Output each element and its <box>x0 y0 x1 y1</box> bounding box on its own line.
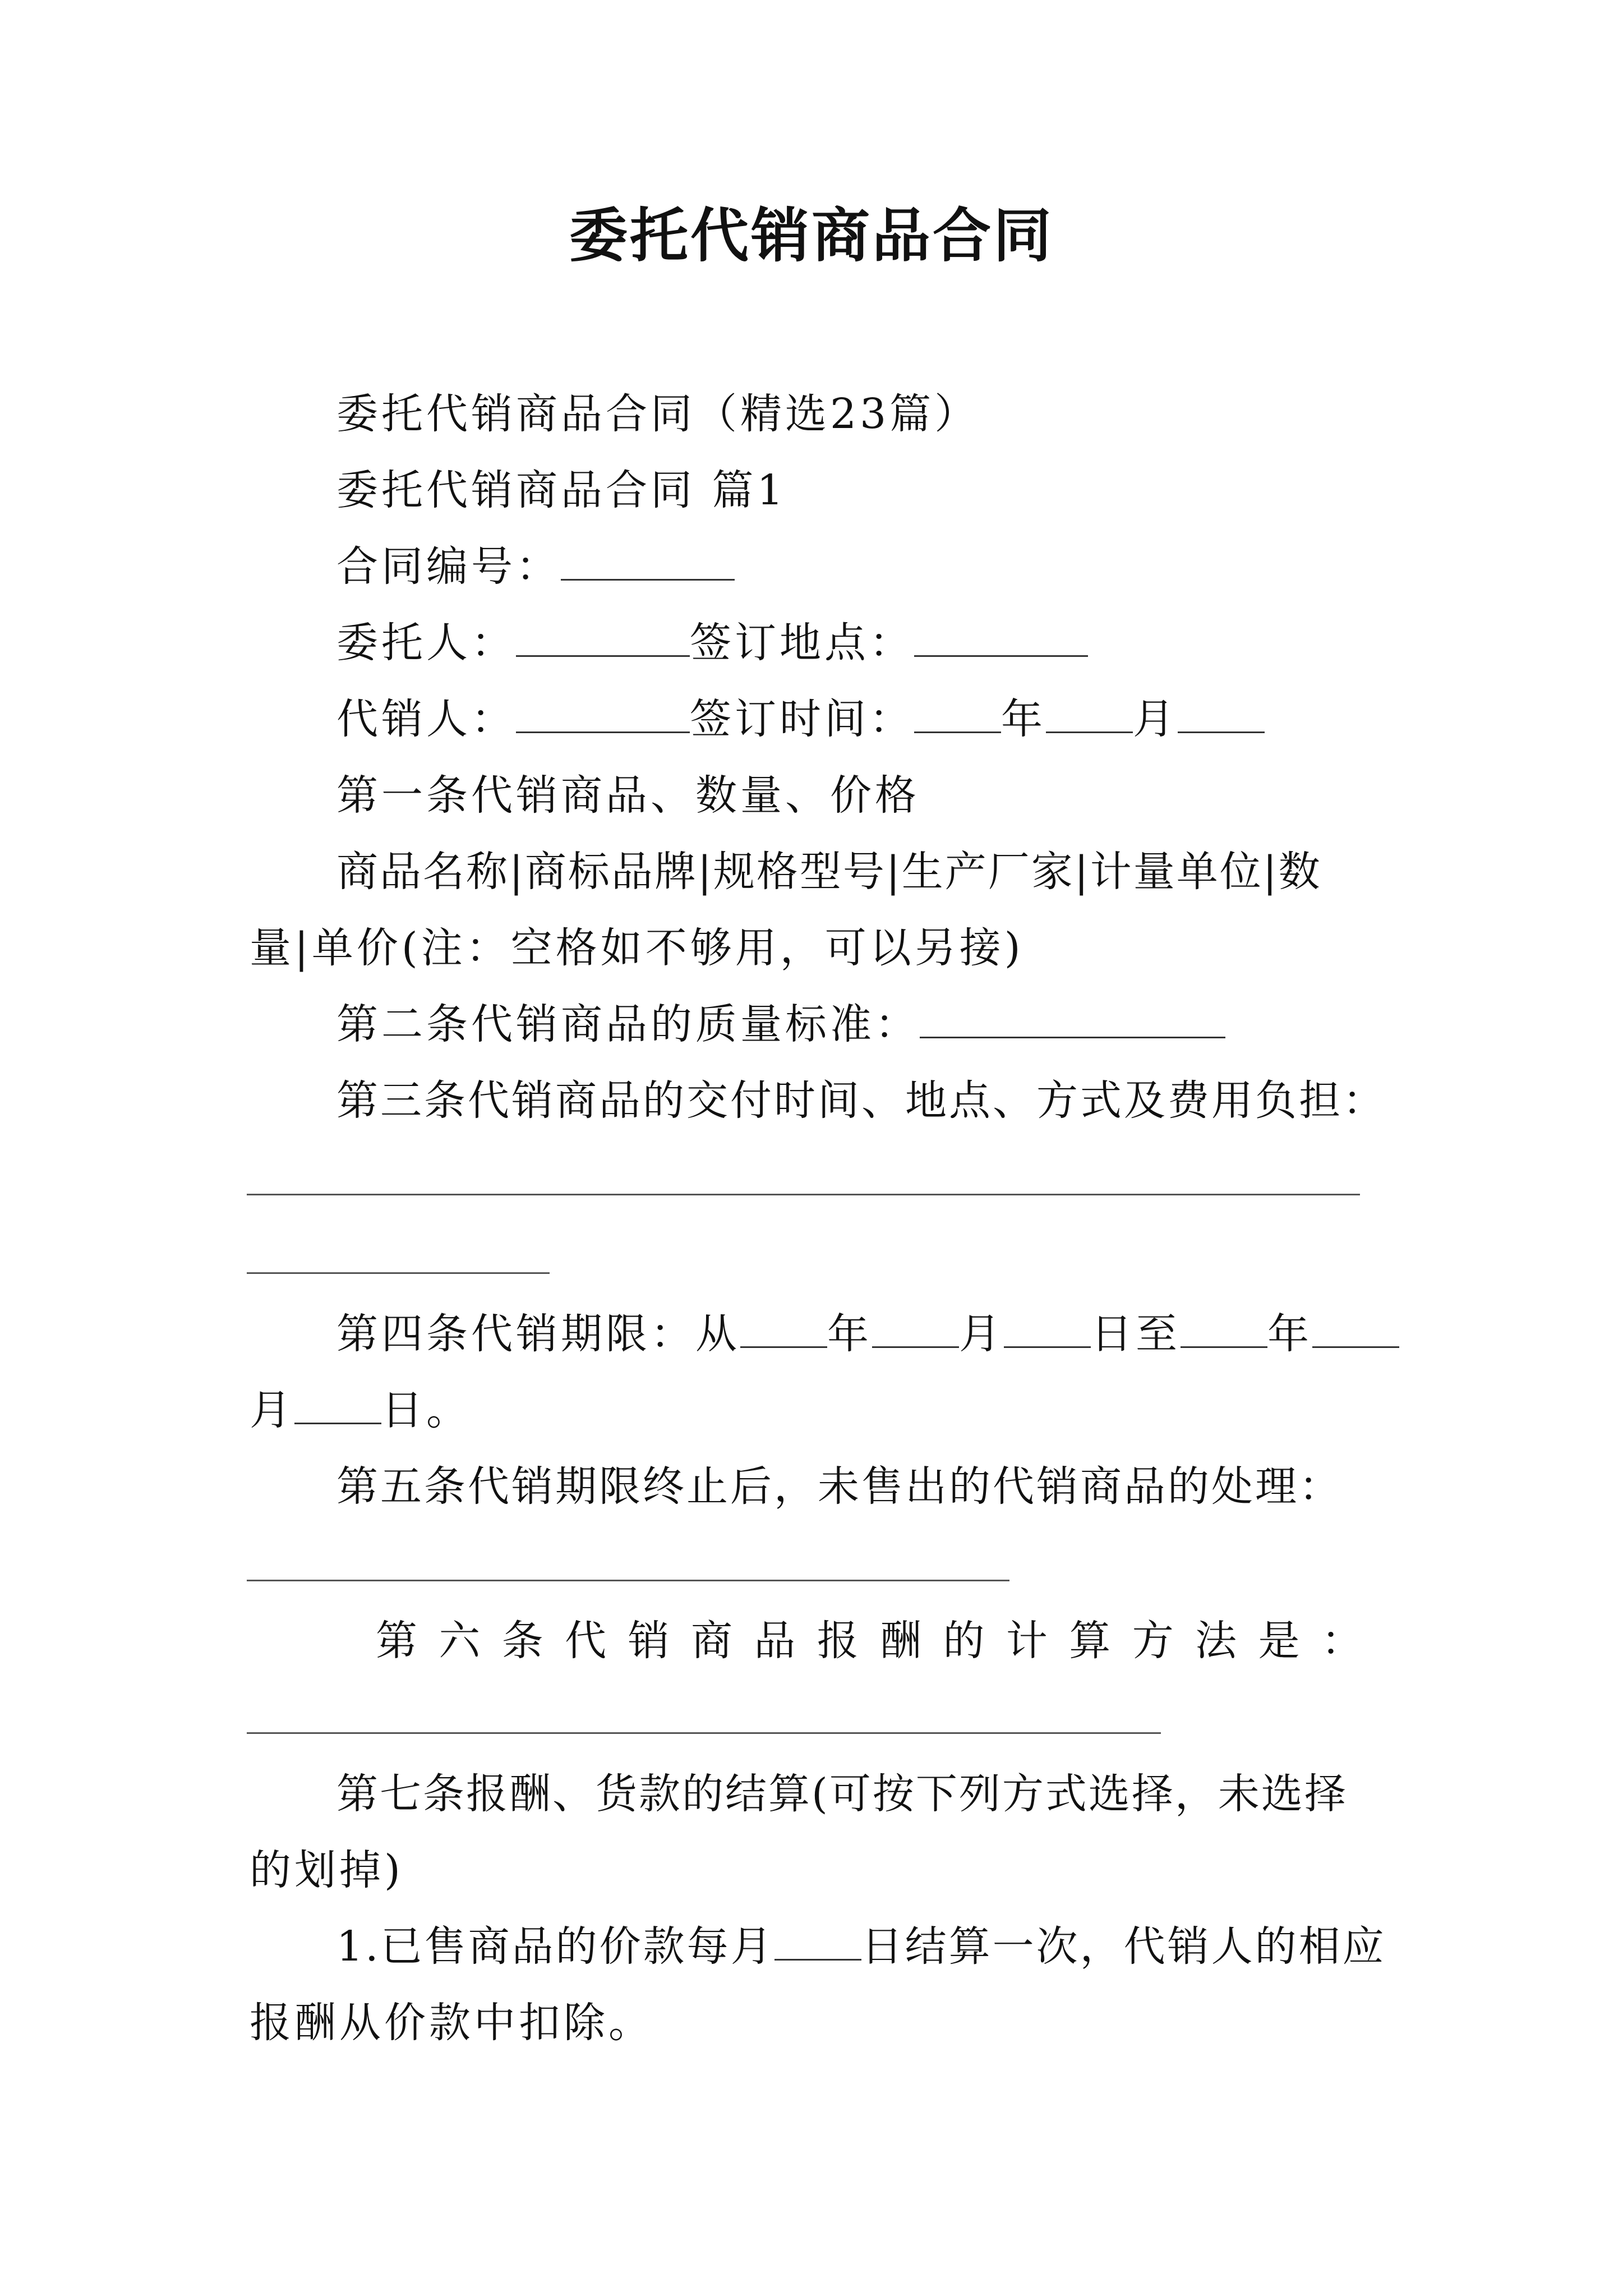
article-3-blank-2 <box>247 1272 550 1274</box>
to-year-blank <box>1181 1313 1267 1348</box>
article-6-char: 条 <box>501 1617 543 1665</box>
sign-place-blank <box>914 622 1088 657</box>
contract-number-line <box>336 539 735 595</box>
to-month-label: 月 <box>250 1386 294 1434</box>
article-7-line-2: 的划掉) <box>250 1846 404 1894</box>
item-1-line-2: 报酬从价款中扣除。 <box>250 1999 653 2047</box>
sign-time-label: 签订时间： <box>690 695 914 743</box>
article-6-char: 报 <box>817 1617 859 1665</box>
article-4-start: 第四条代销期限：从 <box>336 1310 740 1358</box>
year-label: 年 <box>1001 695 1046 743</box>
article-5: 第五条代销期限终止后，未售出的代销商品的处理： <box>336 1462 1343 1511</box>
article-2-line <box>336 996 1225 1052</box>
article-4-end: 日。 <box>381 1386 471 1434</box>
article-3-blank-1 <box>247 1194 1360 1195</box>
article-6-char: 品 <box>754 1617 796 1665</box>
item-1-rest: 日结算一次，代销人的相应 <box>861 1922 1386 1971</box>
to-month-blank <box>1312 1313 1399 1348</box>
sign-month-blank <box>1046 698 1133 733</box>
article-6-char: 销 <box>628 1617 670 1665</box>
article-6-char: 计 <box>1006 1617 1048 1665</box>
from-month-label: 月 <box>959 1310 1004 1358</box>
month-label: 月 <box>1133 695 1178 743</box>
from-year-blank <box>740 1313 827 1348</box>
article-6-char: 商 <box>690 1617 732 1665</box>
article-1: 第一条代销商品、数量、价格 <box>336 771 920 820</box>
consignor-line <box>336 615 1088 671</box>
agent-line <box>336 691 1265 747</box>
article-6-char: ： <box>1321 1617 1363 1665</box>
consignor-blank <box>516 622 690 657</box>
to-day-blank <box>294 1389 381 1424</box>
article-6-char: 方 <box>1132 1617 1174 1665</box>
quality-standard-blank <box>920 1003 1225 1038</box>
sign-place-label: 签订地点： <box>690 619 914 667</box>
subtitle: 委托代销商品合同（精选23篇） <box>336 390 980 438</box>
agent-blank <box>516 698 690 733</box>
goods-table-line-1: 商品名称|商标品牌|规格型号|生产厂家|计量单位|数 <box>336 848 1322 896</box>
from-month-blank <box>872 1313 959 1348</box>
article-3: 第三条代销商品的交付时间、地点、方式及费用负担： <box>336 1076 1386 1125</box>
contract-number-blank <box>561 545 735 581</box>
from-year-label: 年 <box>827 1310 872 1358</box>
consignor-label: 委托人： <box>336 619 516 667</box>
sign-year-blank <box>914 698 1001 733</box>
agent-label: 代销人： <box>336 695 516 743</box>
article-4-line-1 <box>336 1306 1399 1362</box>
article-6-char: 算 <box>1069 1617 1111 1665</box>
article-5-blank <box>247 1580 1009 1581</box>
article-4-to: 日至 <box>1091 1310 1181 1358</box>
article-6-char: 第 <box>376 1617 417 1665</box>
article-6-char: 六 <box>439 1617 481 1665</box>
article-6-blank <box>247 1732 1161 1734</box>
article-4-line-2 <box>250 1382 471 1438</box>
item-1-line-1 <box>336 1918 1386 1975</box>
article-6-char: 的 <box>943 1617 985 1665</box>
to-year-label: 年 <box>1267 1310 1312 1358</box>
goods-table-line-2: 量|单价(注：空格如不够用，可以另接) <box>250 924 1024 972</box>
settlement-day-blank <box>774 1925 861 1961</box>
article-6 <box>376 1613 1363 1669</box>
article-6-char: 是 <box>1258 1617 1300 1665</box>
contract-number-label: 合同编号： <box>336 542 561 591</box>
document-title: 委托代销商品合同 <box>569 201 1054 270</box>
article-6-char: 法 <box>1195 1617 1237 1665</box>
article-2: 第二条代销商品的质量标准： <box>336 1000 920 1048</box>
sign-day-blank <box>1178 698 1265 733</box>
article-6-char: 代 <box>565 1617 607 1665</box>
item-1-start: 1.已售商品的价款每月 <box>336 1922 774 1971</box>
section-heading: 委托代销商品合同 篇1 <box>336 466 787 514</box>
article-6-char: 酬 <box>880 1617 922 1665</box>
article-7-line-1: 第七条报酬、货款的结算(可按下列方式选择，未选择 <box>336 1770 1348 1818</box>
from-day-blank <box>1004 1313 1091 1348</box>
